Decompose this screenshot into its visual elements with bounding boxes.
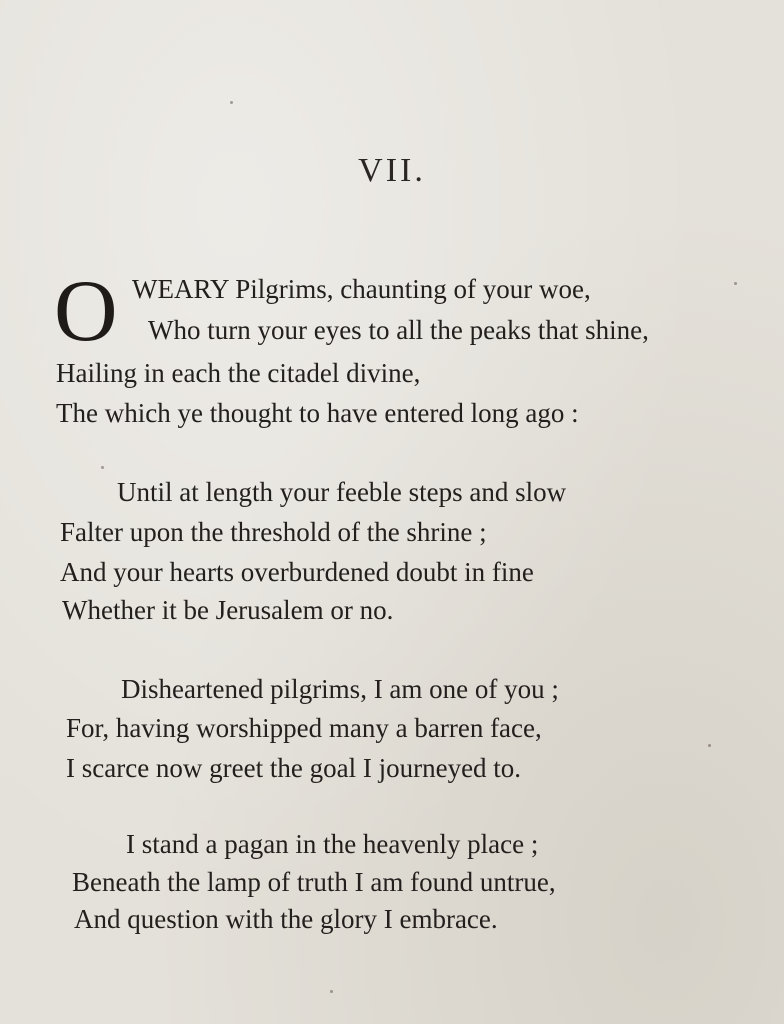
poem-line: Whether it be Jerusalem or no.: [62, 595, 394, 625]
poem-line: For, having worshipped many a barren face,: [66, 713, 542, 743]
paper-speck: [330, 990, 333, 993]
poem-line: I scarce now greet the goal I journeyed to.: [66, 753, 522, 783]
poem-line: Beneath the lamp of truth I am found untrue,: [72, 867, 556, 897]
poem-line: And question with the glory I embrace.: [74, 904, 498, 934]
paper-speck: [101, 466, 104, 469]
poem-line: Falter upon the threshold of the shrine ;: [60, 517, 487, 547]
poem-line: Until at length your feeble steps and slow: [117, 477, 567, 507]
paper-speck: [230, 101, 233, 104]
poem-line: Disheartened pilgrims, I am one of you ;: [121, 674, 559, 704]
poem-line: And your hearts overburdened doubt in fine: [60, 557, 534, 587]
poem-line: WEARY Pilgrims, chaunting of your woe,: [132, 274, 591, 304]
section-heading: VII.: [358, 152, 426, 189]
paper-speck: [708, 744, 711, 747]
poem-line: The which ye thought to have entered long ago :: [56, 398, 579, 428]
paper-speck: [734, 282, 737, 285]
poem-line: Who turn your eyes to all the peaks that shine,: [148, 315, 649, 345]
poem-line: Hailing in each the citadel divine,: [56, 358, 421, 388]
poem-line: I stand a pagan in the heavenly place ;: [126, 829, 539, 859]
drop-cap: O: [54, 263, 118, 360]
